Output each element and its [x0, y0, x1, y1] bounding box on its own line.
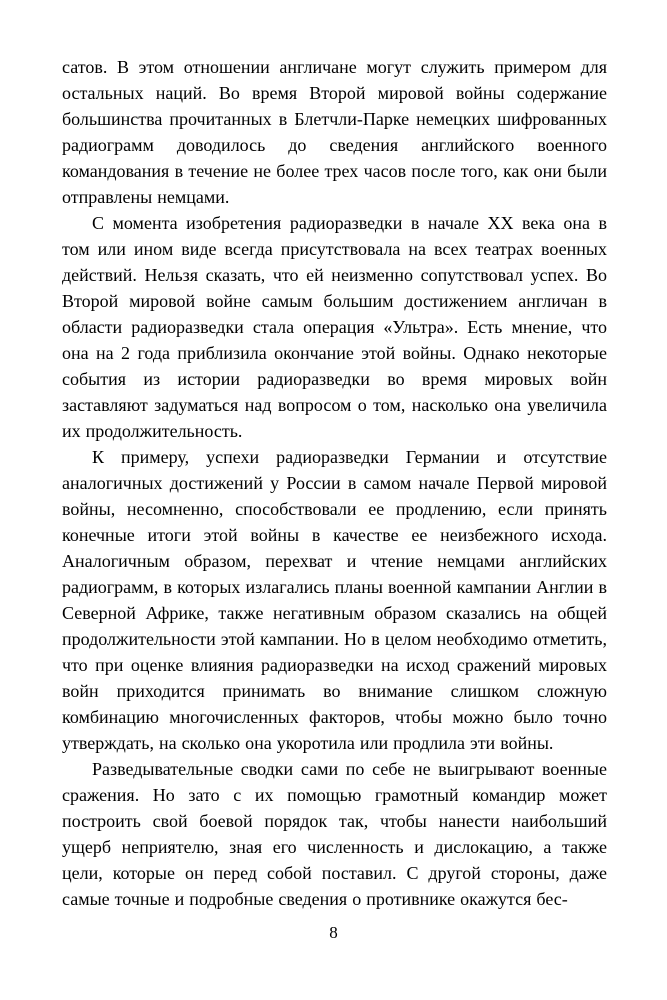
page-number: 8 [329, 923, 338, 942]
paragraph: С момента изобретения радиоразведки в начале XX века она в том или ином виде всегда присутствовала на всех театрах военных действий. Нельзя сказать, что ей неизменно сопутствовал успех. Во Второй мировой войне самым большим достижением англичан в области радиоразведки стала операция «Ультра». Есть мнение, что она на 2 года приблизила окончание этой войны. Однако некоторые события из истории радиоразведки во время мировых войн заставляют задуматься над вопросом о том, насколько она увеличила их продолжительность. [62, 213, 607, 441]
paragraph: К примеру, успехи радиоразведки Германии и отсутствие аналогичных достижений у России в самом начале Первой мировой войны, несомненно, способствовали ее продлению, если принять конечные итоги этой войны в качестве ее неизбежного исхода. Аналогичным образом, перехват и чтение немцами английских радиограмм, в которых излагались планы военной кампании Англии в Северной Африке, также негативным образом сказались на общей продолжительности этой кампании. Но в целом необходимо отметить, что при оценке влияния радиоразведки на исход сражений мировых войн приходится принимать во внимание слишком сложную комбинацию многочисленных факторов, чтобы можно было точно утверждать, на сколько она укоротила или продлила эти войны. [62, 447, 607, 753]
paragraph: Разведывательные сводки сами по себе не выигрывают военные сражения. Но зато с их помощью грамотный командир может построить свой боевой порядок так, чтобы нанести наибольший ущерб неприятелю, зная его численность и дислокацию, а также цели, которые он перед собой поставил. С другой стороны, даже самые точные и подробные сведения о противнике окажутся бес- [62, 759, 607, 909]
paragraph: сатов. В этом отношении англичане могут служить примером для остальных наций. Во время Второй мировой войны содержание большинства прочитанных в Блетчли-Парке немецких шифрованных радиограмм доводилось до сведения английского военного командования в течение не более трех часов после того, как они были отправлены немцами. [62, 57, 607, 207]
text-block [62, 54, 607, 912]
